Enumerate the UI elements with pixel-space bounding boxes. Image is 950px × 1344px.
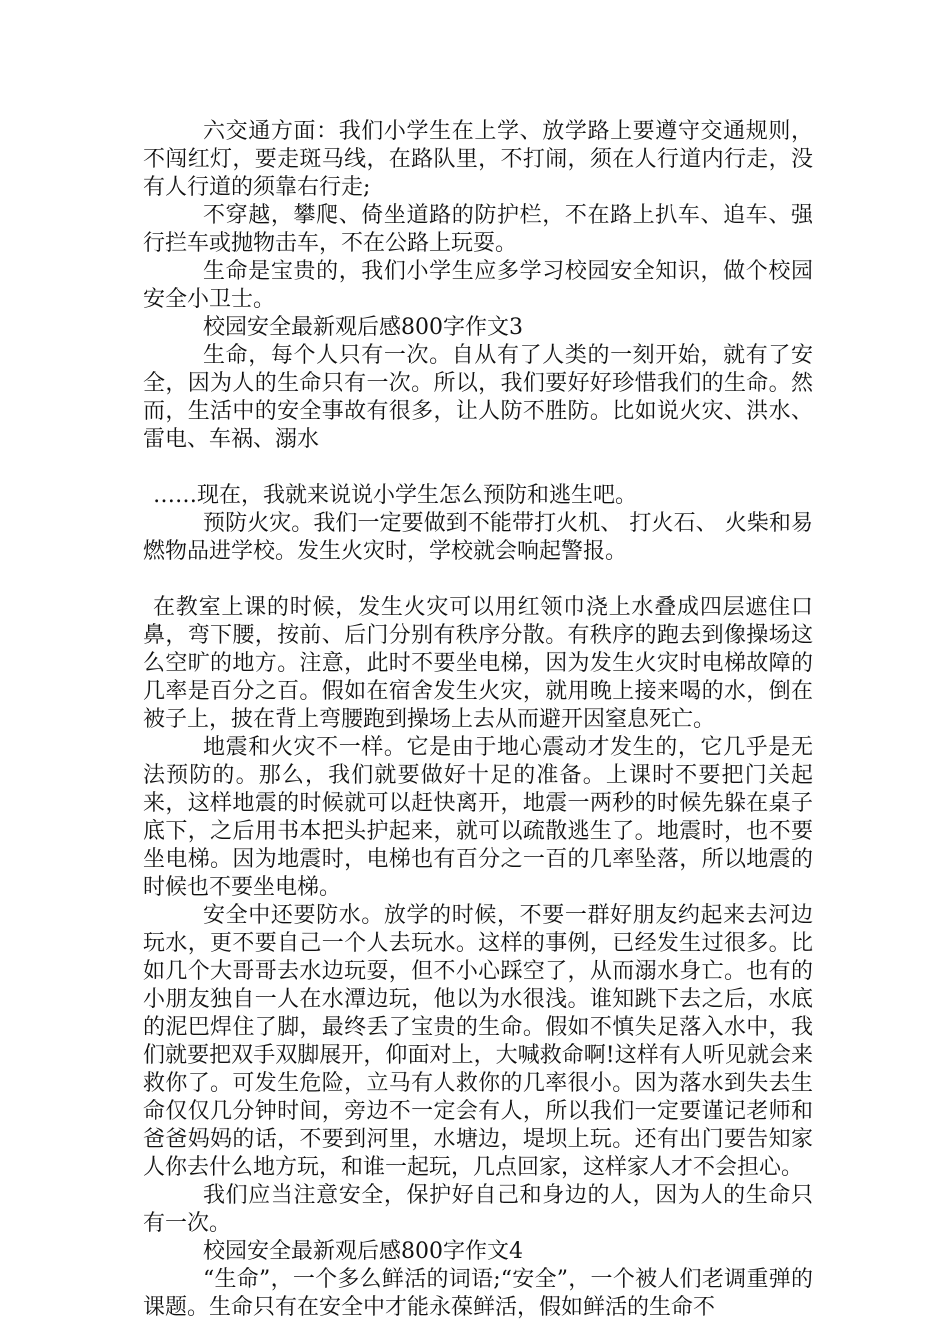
paragraph-life-safety: “生命”，一个多么鲜活的词语;“安全”，一个被人们老调重弹的课题。生命只有在安全中才能永葆鲜活，假如鲜活的生命不	[143, 1267, 813, 1320]
section-heading-4: 校园安全最新观后感800字作文4	[203, 1239, 523, 1264]
paragraph-earthquake: 地震和火灾不一样。它是由于地心震动才发生的，它几乎是无法预防的。那么，我们就要做好十足的准备。上课时不要把门关起来，这样地震的时候就可以赶快离开，地震一两秒的时候先躲在桌子底下，之后用书本把头护起来，就可以疏散逃生了。地震时，也不要坐电梯。因为地震时，电梯也有百分之一百的几率坠落，所以地震的时候也不要坐电梯。	[143, 735, 813, 900]
section-heading-3: 校园安全最新观后感800字作文3	[203, 315, 523, 340]
document-page	[143, 118, 813, 1322]
paragraph-life-precious: 生命是宝贵的，我们小学生应多学习校园安全知识，做个校园安全小卫士。	[143, 259, 813, 312]
paragraph-fire-escape: 在教室上课的时候，发生火灾可以用红领巾浇上水叠成四层遮住口鼻，弯下腰，按前、后门分别有秩序分散。有秩序的跑去到像操场这么空旷的地方。注意，此时不要坐电梯，因为发生火灾时电梯故障的几率是百分之百。假如在宿舍发生火灾，就用晚上接来喝的水，倒在被子上，披在背上弯腰跑到操场上去从而避开因窒息死亡。	[143, 595, 813, 732]
blank-line	[143, 454, 813, 482]
paragraph-conclusion: 我们应当注意安全，保护好自己和身边的人，因为人的生命只有一次。	[143, 1183, 813, 1236]
blank-line	[143, 566, 813, 594]
paragraph-traffic: 六交通方面：我们小学生在上学、放学路上要遵守交通规则，不闯红灯，要走斑马线，在路队里，不打闹，须在人行道内行走，没有人行道的须靠右行走;	[143, 119, 813, 200]
paragraph-fire-prevention: 预防火灾。我们一定要做到不能带打火机、 打火石、 火柴和易燃物品进学校。发生火灾时，学校就会响起警报。	[143, 511, 813, 564]
paragraph-water-safety: 安全中还要防水。放学的时候，不要一群好朋友约起来去河边玩水，更不要自己一个人去玩水。这样的事例，已经发生过很多。比如几个大哥哥去水边玩耍，但不小心踩空了，从而溺水身亡。也有的小朋友独自一人在水潭边玩，他以为水很浅。谁知跳下去之后，水底的泥巴焊住了脚，最终丢了宝贵的生命。假如不慎失足落入水中，我们就要把双手双脚展开，仰面对上，大喊救命啊!这样有人听见就会来救你了。可发生危险，立马有人救你的几率很小。因为落水到失去生命仅仅几分钟时间，旁边不一定会有人，所以我们一定要谨记老师和爸爸妈妈的话，不要到河里，水塘边，堤坝上玩。还有出门要告知家人你去什么地方玩，和谁一起玩，几点回家，这样家人才不会担心。	[143, 903, 813, 1180]
paragraph-prevention-intro: ……现在，我就来说说小学生怎么预防和逃生吧。	[153, 483, 638, 508]
paragraph-life-once: 生命，每个人只有一次。自从有了人类的一刻开始，就有了安全，因为人的生命只有一次。所以，我们要好好珍惜我们的生命。然而，生活中的安全事故有很多，让人防不胜防。比如说火灾、洪水、雷电、车祸、溺水	[143, 343, 813, 452]
paragraph-railings: 不穿越，攀爬、倚坐道路的防护栏，不在路上扒车、追车、强行拦车或抛物击车，不在公路上玩耍。	[143, 203, 813, 256]
